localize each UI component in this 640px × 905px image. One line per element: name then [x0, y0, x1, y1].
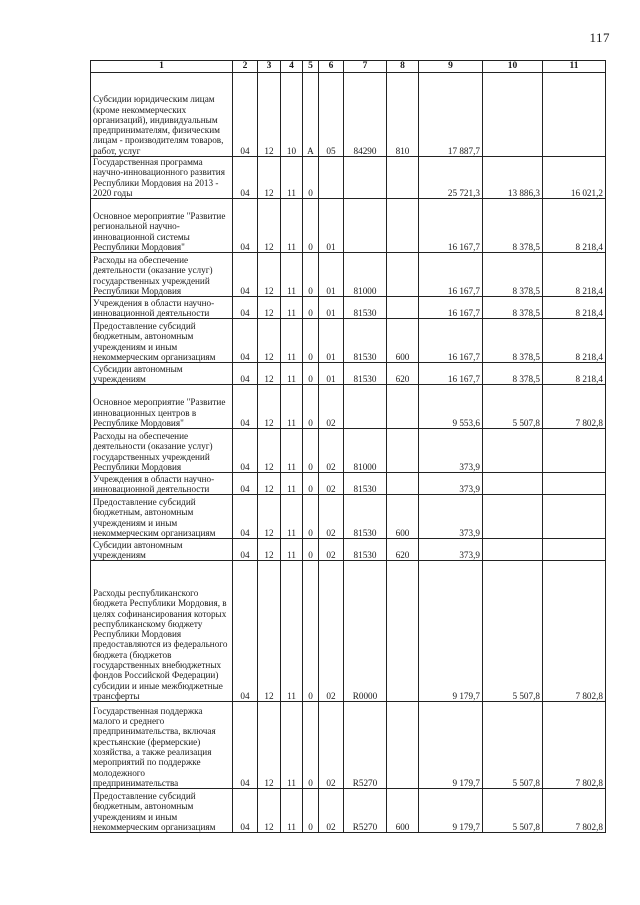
- cell-event: 02: [319, 789, 344, 833]
- cell-event: [319, 157, 344, 199]
- cell-amount-3: 7 802,8: [543, 385, 606, 429]
- cell-amount-3: 7 802,8: [543, 561, 606, 702]
- cell-amount-1: 373,9: [419, 495, 483, 539]
- cell-vr: [387, 473, 419, 495]
- cell-rz: 04: [233, 297, 258, 319]
- cell-vr: 620: [387, 363, 419, 385]
- cell-vr: 600: [387, 789, 419, 833]
- cell-amount-2: 8 378,5: [483, 363, 543, 385]
- table-row: [91, 495, 606, 539]
- cell-vr: [387, 157, 419, 199]
- cell-amount-2: [483, 73, 543, 157]
- cell-event: 02: [319, 702, 344, 789]
- row-name: Расходы республиканского бюджета Республики Мордовия, в целях софинансирования которых республиканскому бюджету Республики Мордовия предоставляются из федерального бюджета (бюджетов государственных внебюджетных фондов Российской Федерации) субсидии и иные межбюджетные трансферты: [91, 561, 233, 702]
- cell-direction: R5270: [344, 789, 387, 833]
- column-header: 8: [387, 61, 419, 73]
- cell-program: 11: [281, 199, 303, 253]
- cell-program: 11: [281, 429, 303, 473]
- cell-event: 02: [319, 495, 344, 539]
- row-name: Учреждения в области научно-инновационной деятельности: [91, 473, 233, 495]
- cell-pr: 12: [258, 495, 281, 539]
- cell-direction: 81530: [344, 495, 387, 539]
- cell-event: 05: [319, 73, 344, 157]
- cell-amount-1: 16 167,7: [419, 297, 483, 319]
- cell-pr: 12: [258, 429, 281, 473]
- column-header: 6: [319, 61, 344, 73]
- cell-event: 01: [319, 199, 344, 253]
- cell-direction: 81000: [344, 429, 387, 473]
- cell-amount-2: [483, 429, 543, 473]
- table-header-row: [91, 61, 606, 73]
- cell-program: 11: [281, 702, 303, 789]
- column-header: 2: [233, 61, 258, 73]
- cell-amount-2: 8 378,5: [483, 319, 543, 363]
- table-row: [91, 789, 606, 833]
- cell-event: 01: [319, 253, 344, 297]
- cell-pr: 12: [258, 297, 281, 319]
- table-row: [91, 157, 606, 199]
- cell-vr: [387, 429, 419, 473]
- table-row: [91, 473, 606, 495]
- column-header: 11: [543, 61, 606, 73]
- cell-amount-3: [543, 429, 606, 473]
- table-row: [91, 253, 606, 297]
- cell-amount-1: 9 179,7: [419, 702, 483, 789]
- cell-amount-2: 5 507,8: [483, 702, 543, 789]
- cell-amount-2: [483, 539, 543, 561]
- cell-pr: 12: [258, 539, 281, 561]
- cell-rz: 04: [233, 495, 258, 539]
- column-header: 9: [419, 61, 483, 73]
- cell-event: 02: [319, 385, 344, 429]
- cell-subprogram: 0: [303, 473, 319, 495]
- cell-event: 02: [319, 561, 344, 702]
- cell-program: 11: [281, 789, 303, 833]
- cell-vr: 620: [387, 539, 419, 561]
- cell-amount-1: 9 179,7: [419, 789, 483, 833]
- cell-program: 11: [281, 319, 303, 363]
- cell-amount-1: 373,9: [419, 429, 483, 473]
- cell-subprogram: 0: [303, 561, 319, 702]
- cell-amount-2: [483, 495, 543, 539]
- cell-vr: [387, 385, 419, 429]
- cell-direction: R5270: [344, 702, 387, 789]
- cell-amount-2: 5 507,8: [483, 385, 543, 429]
- cell-vr: [387, 702, 419, 789]
- cell-vr: 600: [387, 319, 419, 363]
- cell-amount-1: 16 167,7: [419, 363, 483, 385]
- cell-rz: 04: [233, 363, 258, 385]
- cell-subprogram: 0: [303, 199, 319, 253]
- cell-amount-2: 13 886,3: [483, 157, 543, 199]
- cell-amount-3: [543, 473, 606, 495]
- cell-program: 11: [281, 385, 303, 429]
- row-name: Государственная программа научно-инновационного развития Республики Мордовия на 2013 - 2020 годы: [91, 157, 233, 199]
- cell-amount-1: 9 179,7: [419, 561, 483, 702]
- cell-subprogram: 0: [303, 789, 319, 833]
- row-name: Основное мероприятие "Развитие инновационных центров в Республике Мордовия": [91, 385, 233, 429]
- cell-pr: 12: [258, 473, 281, 495]
- cell-rz: 04: [233, 429, 258, 473]
- cell-program: 11: [281, 561, 303, 702]
- cell-subprogram: 0: [303, 539, 319, 561]
- cell-pr: 12: [258, 385, 281, 429]
- cell-amount-3: 7 802,8: [543, 702, 606, 789]
- cell-pr: 12: [258, 561, 281, 702]
- cell-amount-3: 8 218,4: [543, 363, 606, 385]
- row-name: Учреждения в области научно-инновационной деятельности: [91, 297, 233, 319]
- column-header: 3: [258, 61, 281, 73]
- cell-program: 11: [281, 157, 303, 199]
- cell-pr: 12: [258, 157, 281, 199]
- cell-direction: [344, 157, 387, 199]
- cell-rz: 04: [233, 73, 258, 157]
- row-name: Основное мероприятие "Развитие региональной научно-инновационной системы Республики Мордовия": [91, 199, 233, 253]
- cell-direction: R0000: [344, 561, 387, 702]
- table-row: [91, 385, 606, 429]
- table-row: [91, 297, 606, 319]
- cell-subprogram: 0: [303, 429, 319, 473]
- cell-rz: 04: [233, 199, 258, 253]
- cell-vr: [387, 561, 419, 702]
- cell-subprogram: 0: [303, 253, 319, 297]
- cell-rz: 04: [233, 157, 258, 199]
- cell-direction: 81530: [344, 297, 387, 319]
- cell-direction: 81530: [344, 319, 387, 363]
- cell-rz: 04: [233, 561, 258, 702]
- cell-amount-1: 17 887,7: [419, 73, 483, 157]
- cell-subprogram: 0: [303, 702, 319, 789]
- cell-amount-3: 8 218,4: [543, 199, 606, 253]
- cell-amount-3: 16 021,2: [543, 157, 606, 199]
- table-row: [91, 539, 606, 561]
- cell-amount-2: 8 378,5: [483, 199, 543, 253]
- cell-amount-2: 8 378,5: [483, 253, 543, 297]
- cell-amount-3: [543, 73, 606, 157]
- cell-event: 01: [319, 363, 344, 385]
- cell-event: 01: [319, 319, 344, 363]
- row-name: Расходы на обеспечение деятельности (оказание услуг) государственных учреждений Республики Мордовия: [91, 253, 233, 297]
- cell-rz: 04: [233, 473, 258, 495]
- cell-event: 01: [319, 297, 344, 319]
- cell-rz: 04: [233, 385, 258, 429]
- cell-program: 10: [281, 73, 303, 157]
- cell-vr: 810: [387, 73, 419, 157]
- cell-pr: 12: [258, 199, 281, 253]
- row-name: Расходы на обеспечение деятельности (оказание услуг) государственных учреждений Республики Мордовия: [91, 429, 233, 473]
- cell-subprogram: 0: [303, 319, 319, 363]
- cell-subprogram: 0: [303, 297, 319, 319]
- cell-amount-2: 5 507,8: [483, 561, 543, 702]
- cell-event: 02: [319, 429, 344, 473]
- column-header: 7: [344, 61, 387, 73]
- cell-program: 11: [281, 539, 303, 561]
- cell-subprogram: 0: [303, 385, 319, 429]
- cell-amount-3: [543, 495, 606, 539]
- cell-vr: [387, 253, 419, 297]
- row-name: Государственная поддержка малого и среднего предпринимательства, включая крестьянские (фермерские) хозяйства, а также реализация мероприятий по поддержке молодежного предпринимательства: [91, 702, 233, 789]
- cell-direction: 84290: [344, 73, 387, 157]
- cell-direction: 81000: [344, 253, 387, 297]
- row-name: Субсидии юридическим лицам (кроме некоммерческих организаций), индивидуальным предпринимателям, физическим лицам - производителям товаров, работ, услуг: [91, 73, 233, 157]
- table-row: [91, 319, 606, 363]
- cell-direction: 81530: [344, 539, 387, 561]
- cell-amount-2: [483, 473, 543, 495]
- cell-amount-3: 8 218,4: [543, 319, 606, 363]
- table-row: [91, 429, 606, 473]
- table-row: [91, 702, 606, 789]
- column-header: 10: [483, 61, 543, 73]
- cell-amount-3: 8 218,4: [543, 297, 606, 319]
- table-row: [91, 363, 606, 385]
- cell-amount-2: 5 507,8: [483, 789, 543, 833]
- cell-direction: 81530: [344, 363, 387, 385]
- row-name: Предоставление субсидий бюджетным, автономным учреждениям и иным некоммерческим организациям: [91, 789, 233, 833]
- cell-amount-3: [543, 539, 606, 561]
- cell-pr: 12: [258, 73, 281, 157]
- cell-amount-1: 9 553,6: [419, 385, 483, 429]
- cell-amount-1: 25 721,3: [419, 157, 483, 199]
- table-body: [91, 73, 606, 833]
- cell-pr: 12: [258, 363, 281, 385]
- cell-pr: 12: [258, 319, 281, 363]
- cell-vr: [387, 297, 419, 319]
- cell-rz: 04: [233, 539, 258, 561]
- cell-amount-1: 16 167,7: [419, 253, 483, 297]
- cell-vr: [387, 199, 419, 253]
- cell-event: 02: [319, 539, 344, 561]
- cell-pr: 12: [258, 702, 281, 789]
- cell-event: 02: [319, 473, 344, 495]
- table-row: [91, 73, 606, 157]
- cell-subprogram: 0: [303, 363, 319, 385]
- cell-direction: [344, 199, 387, 253]
- cell-subprogram: 0: [303, 157, 319, 199]
- page-number: 117: [589, 30, 610, 45]
- column-header: 4: [281, 61, 303, 73]
- cell-program: 11: [281, 495, 303, 539]
- cell-amount-1: 373,9: [419, 539, 483, 561]
- cell-pr: 12: [258, 253, 281, 297]
- table-row: [91, 561, 606, 702]
- cell-direction: [344, 385, 387, 429]
- cell-vr: 600: [387, 495, 419, 539]
- cell-amount-1: 16 167,7: [419, 199, 483, 253]
- cell-amount-1: 16 167,7: [419, 319, 483, 363]
- cell-subprogram: 0: [303, 495, 319, 539]
- cell-program: 11: [281, 363, 303, 385]
- row-name: Субсидии автономным учреждениям: [91, 363, 233, 385]
- cell-direction: 81530: [344, 473, 387, 495]
- row-name: Предоставление субсидий бюджетным, автономным учреждениям и иным некоммерческим организациям: [91, 319, 233, 363]
- cell-rz: 04: [233, 253, 258, 297]
- cell-rz: 04: [233, 789, 258, 833]
- cell-amount-1: 373,9: [419, 473, 483, 495]
- row-name: Предоставление субсидий бюджетным, автономным учреждениям и иным некоммерческим организациям: [91, 495, 233, 539]
- cell-program: 11: [281, 297, 303, 319]
- cell-pr: 12: [258, 789, 281, 833]
- budget-table: [90, 60, 606, 833]
- cell-program: 11: [281, 473, 303, 495]
- row-name: Субсидии автономным учреждениям: [91, 539, 233, 561]
- column-header: 5: [303, 61, 319, 73]
- cell-rz: 04: [233, 702, 258, 789]
- cell-subprogram: А: [303, 73, 319, 157]
- column-header: 1: [91, 61, 233, 73]
- cell-rz: 04: [233, 319, 258, 363]
- table-row: [91, 199, 606, 253]
- cell-program: 11: [281, 253, 303, 297]
- cell-amount-3: 8 218,4: [543, 253, 606, 297]
- cell-amount-3: 7 802,8: [543, 789, 606, 833]
- cell-amount-2: 8 378,5: [483, 297, 543, 319]
